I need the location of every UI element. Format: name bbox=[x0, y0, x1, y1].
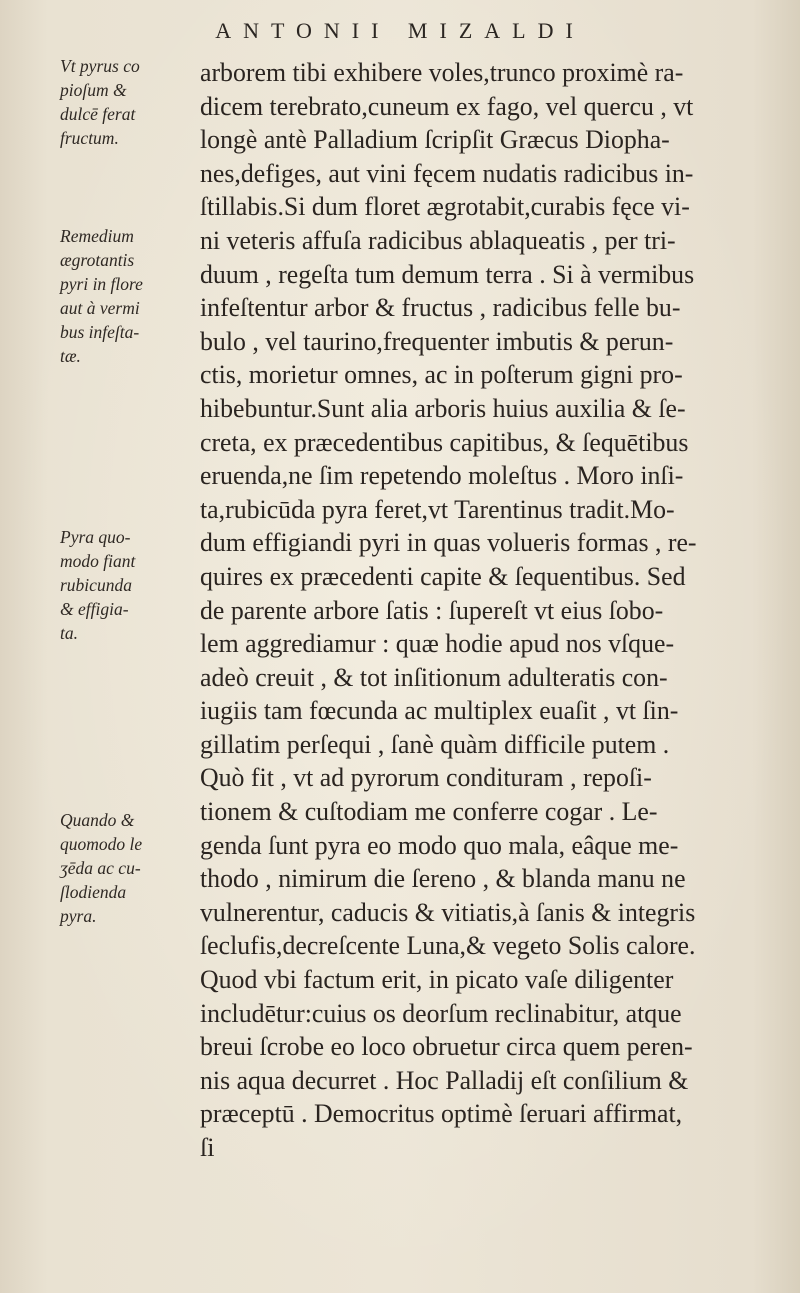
margin-note-line: ʒēda ac cu- bbox=[60, 858, 141, 878]
margin-note-line: pyra. bbox=[60, 906, 97, 926]
text-line: ni veteris affuſa radicibus ablaqueatis , per tri- bbox=[200, 225, 676, 255]
margin-note-line: ſlodienda bbox=[60, 882, 127, 902]
text-line: de parente arbore ſatis : ſupereſt vt eius ſobo- bbox=[200, 595, 664, 625]
margin-note-line: pioſum & bbox=[60, 80, 127, 100]
text-line: vulnerentur, caducis & vitiatis,à ſanis & integris bbox=[200, 897, 696, 927]
text-line: quires ex præcedenti capite & ſequentibus. Sed bbox=[200, 561, 686, 591]
margin-note-line: fructum. bbox=[60, 128, 119, 148]
margin-note-line: Quando & bbox=[60, 810, 135, 830]
margin-note-line: rubicunda bbox=[60, 575, 132, 595]
margin-note-line: Remedium bbox=[60, 226, 134, 246]
text-line: duum , regeſta tum demum terra . Si à vermibus bbox=[200, 259, 695, 289]
text-line: hibebuntur.Sunt alia arboris huius auxilia & ſe- bbox=[200, 393, 686, 423]
text-line: adeò creuit , & tot inſitionum adulteratis con- bbox=[200, 662, 668, 692]
text-line: iugiis tam fœcunda ac multiplex euaſit , vt ſin- bbox=[200, 696, 679, 726]
margin-note-grafting bbox=[60, 54, 195, 150]
margin-note-line: tæ. bbox=[60, 346, 81, 366]
margin-note-line: ta. bbox=[60, 623, 78, 643]
text-line: ctis, morietur omnes, ac in poſterum gigni pro- bbox=[200, 360, 683, 390]
text-line: ta,rubicūda pyra feret,vt Tarentinus tradit.Mo- bbox=[200, 494, 675, 524]
main-text-block bbox=[200, 56, 792, 1165]
margin-note-line: quomodo le bbox=[60, 834, 143, 854]
margin-note-red-pears bbox=[60, 525, 195, 645]
text-line: ſtillabis.Si dum floret ægrotabit,curabis fęce vi- bbox=[200, 192, 690, 222]
text-line: nes,defiges, aut vini fęcem nudatis radicibus in- bbox=[200, 158, 694, 188]
margin-note-line: aut à vermi bbox=[60, 298, 140, 318]
text-line: præceptū . Democritus optimè ſeruari affirmat, bbox=[200, 1099, 683, 1129]
text-line: includētur:cuius os deorſum reclinabitur, atque bbox=[200, 998, 682, 1028]
margin-note-storage bbox=[60, 808, 195, 928]
margin-note-line: pyri in flore bbox=[60, 274, 143, 294]
text-line: nis aqua decurret . Hoc Palladij eſt conſilium & bbox=[200, 1065, 689, 1095]
text-line: arborem tibi exhibere voles,trunco proximè ra- bbox=[200, 58, 684, 87]
text-line: dicem terebrato,cuneum ex fago, vel quercu , vt bbox=[200, 91, 694, 121]
running-head: ANTONII MIZALDI bbox=[215, 18, 585, 43]
text-line: ſi bbox=[200, 1133, 215, 1162]
text-line: creta, ex præcedentibus capitibus, & ſequētibus bbox=[200, 427, 689, 457]
margin-note-line: Pyra quo- bbox=[60, 527, 131, 547]
text-line: eruenda,ne ſim repetendo moleſtus . Moro inſi- bbox=[200, 461, 684, 491]
text-line: thodo , nimirum die ſereno , & blanda manu ne bbox=[200, 864, 686, 894]
text-line: Quò fit , vt ad pyrorum condituram , repoſi- bbox=[200, 763, 652, 793]
margin-note-line: & effigia- bbox=[60, 599, 129, 619]
text-line: genda ſunt pyra eo modo quo mala, eâque me- bbox=[200, 830, 679, 860]
text-line: dum effigiandi pyri in quas volueris formas , re- bbox=[200, 528, 697, 558]
text-line: bulo , vel taurino,frequenter imbutis & perun- bbox=[200, 326, 674, 356]
text-line: ſeclufis,decreſcente Luna,& vegeto Solis calore. bbox=[200, 931, 696, 961]
text-line: longè antè Palladium ſcripſit Græcus Diopha- bbox=[200, 125, 670, 155]
text-line: gillatim perſequi , ſanè quàm difficile putem . bbox=[200, 729, 670, 759]
text-line: lem aggrediamur : quæ hodie apud nos vſque- bbox=[200, 629, 675, 659]
text-line: tionem & cuſtodiam me conferre cogar . Le- bbox=[200, 797, 658, 827]
text-line: infeſtentur arbor & fructus , radicibus felle bu- bbox=[200, 293, 681, 323]
margin-note-line: bus infeſta- bbox=[60, 322, 140, 342]
margin-note-line: modo fiant bbox=[60, 551, 136, 571]
margin-note-line: ægrotantis bbox=[60, 250, 135, 270]
margin-note-remedy bbox=[60, 224, 195, 368]
text-line: Quod vbi factum erit, in picato vaſe diligenter bbox=[200, 965, 674, 995]
margin-note-line: dulcē ferat bbox=[60, 104, 136, 124]
margin-note-line: Vt pyrus co bbox=[60, 56, 140, 76]
text-line: breui ſcrobe eo loco obruetur circa quem peren- bbox=[200, 1032, 693, 1062]
